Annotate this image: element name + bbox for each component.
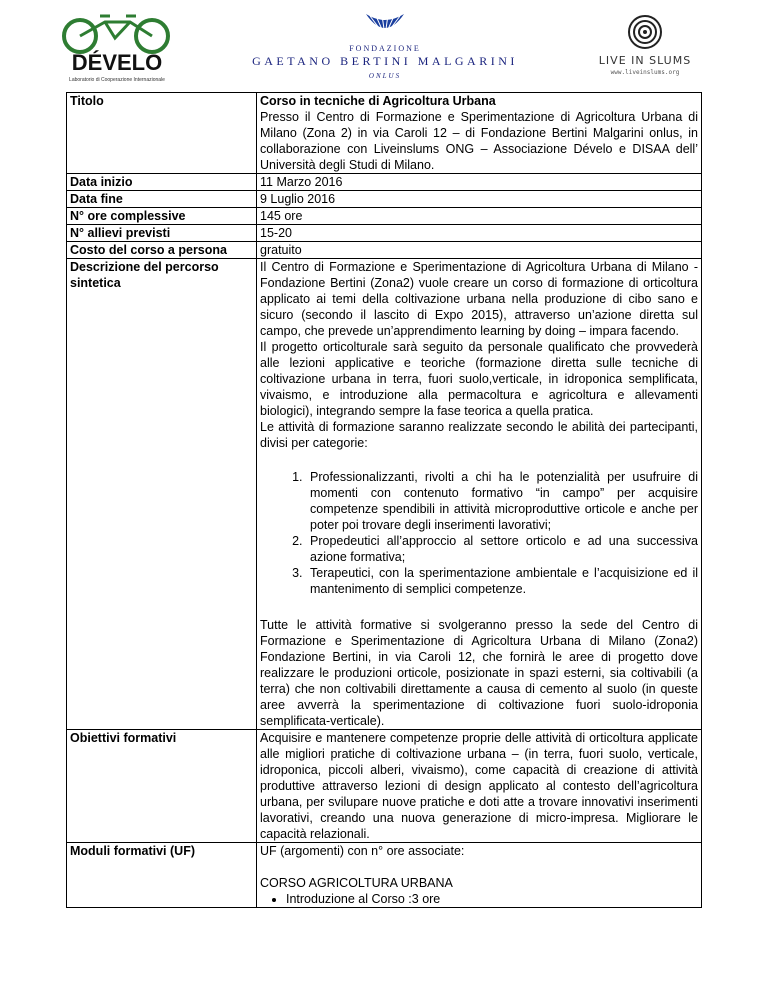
slums-title: LIVE IN SLUMS	[598, 54, 692, 67]
fondazione-logo	[240, 10, 530, 80]
value-descrizione	[257, 259, 702, 730]
label-titolo: Titolo	[67, 93, 257, 174]
value-titolo	[257, 93, 702, 174]
descrizione-p2: Il progetto orticolturale sarà seguito da personale qualificato che provvederà alle lezioni applicative e teoriche (formazione diretta sulle tecniche di coltivazione urbana in terra, fuori suolo,verticale, in idroponica semplificata, vivaismo, e introduzione alla permacoltura e agricoltura e allevamenti biologici), integrando sempre la fase teorica a quella pratica.	[260, 340, 698, 418]
label-moduli: Moduli formativi (UF)	[67, 843, 257, 908]
value-data-fine: 9 Luglio 2016	[257, 191, 702, 208]
value-allievi: 15-20	[257, 225, 702, 242]
spiral-icon	[627, 14, 663, 50]
moduli-course: CORSO AGRICOLTURA URBANA	[260, 876, 453, 890]
label-data-fine: Data fine	[67, 191, 257, 208]
descrizione-p4: Tutte le attività formative si svolgeranno presso la sede del Centro di Formazione e Sperimentazione di Agricoltura Urbana di Milano (Zona2) Fondazione Bertini, in via Caroli 12, che fornirà le aree di progetto dove realizzare le produzioni orticole, posizionate in spazi esterni, sia coltivabili (a terra) che non coltivabili direttamente a causa di cemento al suolo (in queste aree avverrà la sperimentazione di coltivazione fuori suolo-idroponia semplificata-verticale).	[260, 618, 698, 728]
list-item: • Introduzione al Corso :3 ore	[286, 891, 698, 907]
value-costo: gratuito	[257, 242, 702, 259]
label-costo: Costo del corso a persona	[67, 242, 257, 259]
develo-logo	[60, 8, 175, 86]
label-allievi: N° allievi previsti	[67, 225, 257, 242]
moduli-list	[260, 891, 698, 907]
value-moduli	[257, 843, 702, 908]
slums-url: www.liveinslums.org	[610, 69, 680, 76]
course-title: Corso in tecniche di Agricoltura Urbana	[260, 94, 496, 108]
course-table	[66, 92, 702, 908]
categories-list	[260, 469, 698, 597]
row-data-inizio	[67, 174, 702, 191]
list-item: 1. Professionalizzanti, rivolti a chi ha le potenzialità per usufruire di momenti con contenuto formativo “in campo” per acquisire competenze spendibili in attività microproduttive orticole e anche per poter poi trovare degli inserimenti lavorativi;	[306, 469, 698, 533]
develo-subtitle: Laboratorio di Cooperazione Internazionale	[69, 77, 165, 83]
onlus-label: ONLUS	[368, 72, 402, 80]
fondazione-name: GAETANO BERTINI MALGARINI	[252, 54, 518, 68]
fan-emblem-icon	[362, 10, 408, 42]
row-titolo	[67, 93, 702, 174]
row-ore	[67, 208, 702, 225]
row-data-fine	[67, 191, 702, 208]
descrizione-p3: Le attività di formazione saranno realizzate secondo le abilità dei partecipanti, divisi per categorie:	[260, 420, 698, 450]
value-ore: 145 ore	[257, 208, 702, 225]
row-costo	[67, 242, 702, 259]
label-descrizione: Descrizione del percorso sintetica	[67, 259, 257, 730]
label-data-inizio: Data inizio	[67, 174, 257, 191]
row-obiettivi	[67, 730, 702, 843]
row-descrizione	[67, 259, 702, 730]
develo-wordmark: DÉVELO	[71, 50, 163, 75]
liveinslums-logo	[590, 14, 700, 84]
list-item: 3. Terapeutici, con la sperimentazione ambientale e l’acquisizione ed il mantenimento di semplici competenze.	[306, 565, 698, 597]
fondazione-label: FONDAZIONE	[349, 44, 421, 53]
list-item: 2. Propedeutici all’approccio al settore orticolo e ad una successiva azione formativa;	[306, 533, 698, 565]
descrizione-p1: Il Centro di Formazione e Sperimentazione di Agricoltura Urbana di Milano - Fondazione Bertini (Zona2) vuole creare un corso di formazione di orticoltura applicato ai temi della coltivazione urbana nella produzione di cibo sano e sicuro (secondo il lascito di Expo 2015), attraverso un’azione diretta sul campo, che prevede un’apprendimento learning by doing – impara facendo.	[260, 260, 698, 338]
value-data-inizio: 11 Marzo 2016	[257, 174, 702, 191]
row-moduli	[67, 843, 702, 908]
moduli-intro: UF (argomenti) con n° ore associate:	[260, 844, 465, 858]
course-intro: Presso il Centro di Formazione e Sperimentazione di Agricoltura Urbana di Milano (Zona 2) in via Caroli 12 – di Fondazione Bertini Malgarini onlus, in collaborazione con Liveinslums ONG – Associazione Dévelo e DISAA dell’ Università degli Studi di Milano.	[260, 110, 698, 172]
label-obiettivi: Obiettivi formativi	[67, 730, 257, 843]
value-obiettivi: Acquisire e mantenere competenze proprie delle attività di orticoltura applicate alle migliori pratiche di coltivazione urbana – (in terra, fuori suolo, verticale, idroponica, piccoli alberi, vivaismo), come capacità di creazione di attività produttive attraverso lezioni di design applicato al contesto dell’agricoltura urbana, per svilupare nuove pratiche e doti atte a trovare innovativi inserimenti lavorativi, creando una nuova generazione di micro-impresa. Migliorare le capacità relazionali.	[257, 730, 702, 843]
row-allievi	[67, 225, 702, 242]
label-ore: N° ore complessive	[67, 208, 257, 225]
bicycle-icon	[60, 8, 175, 86]
page-header	[0, 0, 768, 90]
